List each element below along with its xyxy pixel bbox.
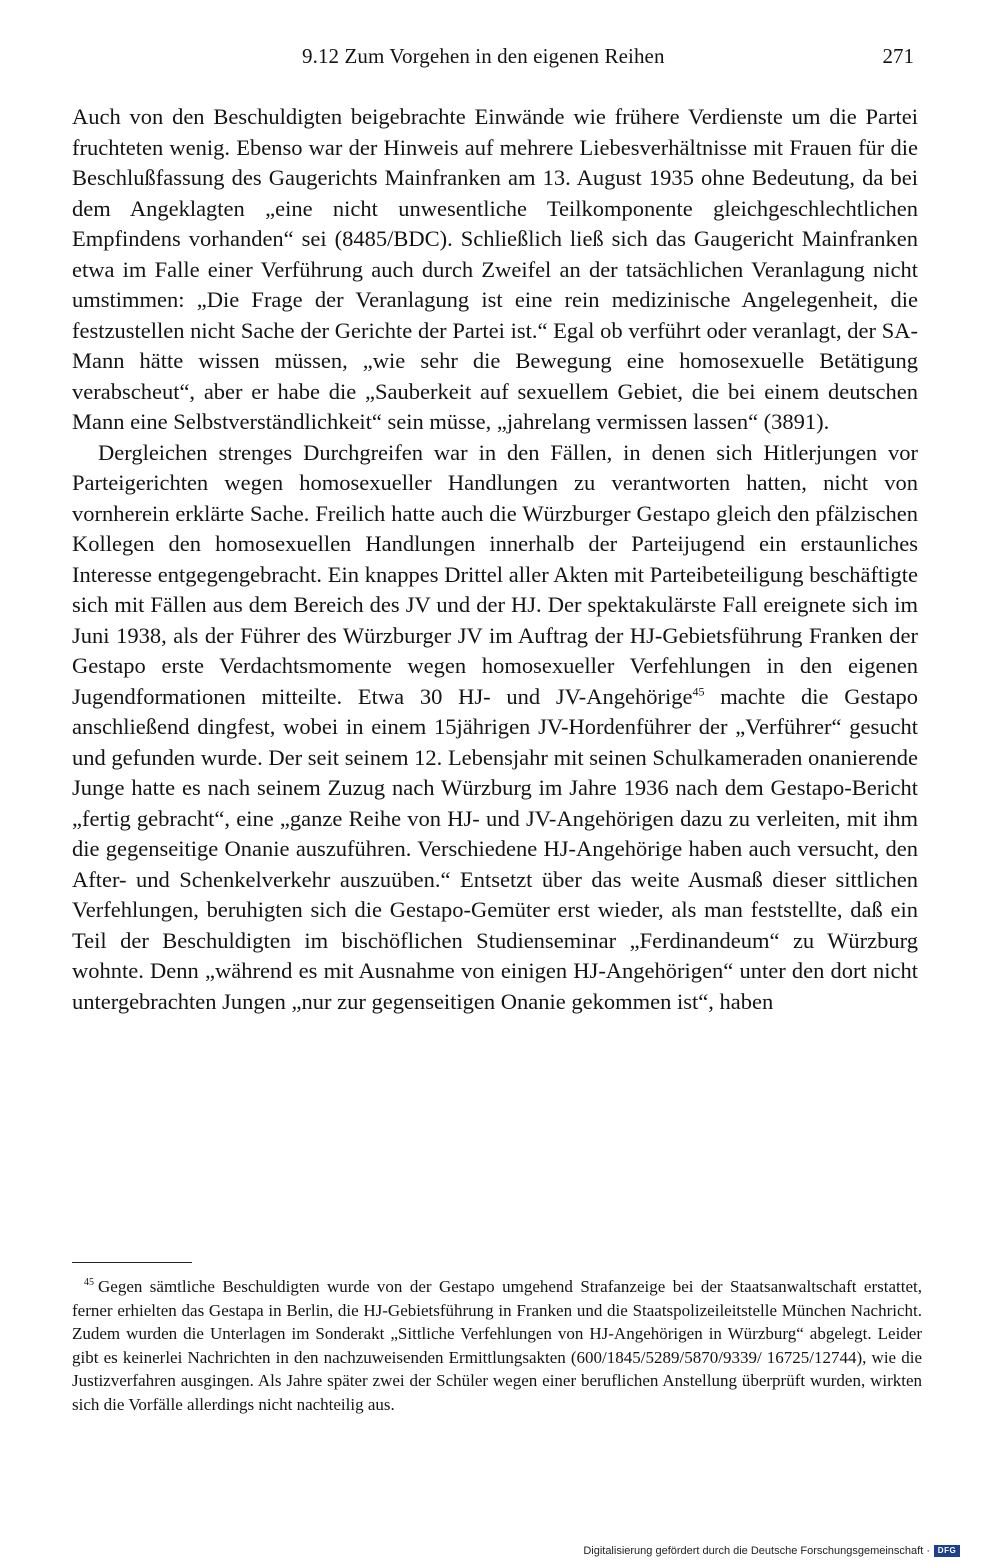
paragraph: Auch von den Beschuldigten beigebrachte Einwände wie frühere Verdienste um die Partei fruchteten wenig. Ebenso war der Hinweis auf mehrere Liebesverhältnisse mit Frauen für die Beschlußfassung des Gaugerichts Mainfranken am 13. August 1935 ohne Bedeutung, da bei dem Angeklagten „eine nicht unwesentliche Teilkomponente gleichgeschlechtlichen Empfindens vorhanden“ sei (8485/BDC). Schließlich ließ sich das Gaugericht Mainfranken etwa im Falle einer Verführung auch durch Zweifel an der tatsächlichen Veranlagung nicht umstimmen: „Die Frage der Veranlagung ist eine rein medizinische Angelegenheit, die festzustellen nicht Sache der Gerichte der Partei ist.“ Egal ob verführt oder veranlagt, der SA-Mann hätte wissen müssen, „wie sehr die Bewegung eine homosexuelle Betätigung verabscheut“, aber er habe die „Sauberkeit auf sexuellem Gebiet, die bei einem deutschen Mann eine Selbstverständlichkeit“ sein müsse, „jahrelang vermissen lassen“ (3891). — [72, 104, 918, 434]
credit-text: Digitalisierung gefördert durch die Deutsche Forschungsgemeinschaft · — [583, 1545, 930, 1557]
paragraph-text: machte die Gestapo anschließend dingfest, wobei in einem 15jährigen JV-Hordenführer der „Verführer“ gesucht und gefunden wurde. Der seit seinem 12. Lebensjahr mit seinen Schulkameraden onanierende Junge hatte es nach seinem Zuzug nach Würzburg im Jahre 1936 nach dem Gestapo-Bericht „fertig gebracht“, eine „ganze Reihe von HJ- und JV-Angehörigen dazu zu verleiten, mit ihm die gegenseitige Onanie auszuführen. Verschiedene HJ-Angehörige haben auch versucht, den After- und Schenkelverkehr auszuüben.“ Entsetzt über das weite Ausmaß dieser sittlichen Verfehlungen, beruhigten sich die Gestapo-Gemüter erst wieder, als man feststellte, daß ein Teil der Beschuldigten im bischöflichen Studienseminar „Ferdinandeum“ zu Würzburg wohnte. Denn „während es mit Ausnahme von einigen HJ-Angehörigen“ unter den dort nicht untergebrachten Jungen „nur zur gegenseitigen Onanie gekommen ist“, haben — [72, 683, 919, 1014]
page-number: 271 — [882, 44, 914, 68]
footnote-text: Gegen sämtliche Beschuldigten wurde von der Gestapo umgehend Strafanzeige bei der Staatsanwaltschaft erstattet, ferner erhielten das Gestapa in Berlin, die HJ-Gebietsführung in Franken und die Staatspolizeileitstelle München Nachricht. Zudem wurden die Unterlagen im Sonderakt „Sittliche Verfehlungen von HJ-Angehörigen in Würzburg“ abgelegt. Leider gibt es keinerlei Nachrichten in den nachzuweisenden Ermittlungsakten (600/1845/5289/5870/9339/ 16725/12744), wie die Justizverfahren ausgingen. Als Jahre später zwei der Schüler wegen einer beruflichen Anstellung überprüft wurden, wirkten sich die Vorfälle allerdings nicht nachteilig aus. — [72, 1277, 922, 1414]
footnote-reference[interactable]: 45 — [692, 684, 705, 698]
paragraph-text: Dergleichen strenges Durchgreifen war in den Fällen, in denen sich Hitlerjungen vor Parteigerichten wegen homosexueller Handlungen zu verantworten hatten, nicht von vornherein erklärte Sache. Freilich hatte auch die Würzburger Gestapo gleich den pfälzischen Kollegen den homosexuellen Handlungen innerhalb der Parteijugend ein erstaunliches Interesse entgegengebracht. Ein knappes Drittel aller Akten mit Parteibeteiligung beschäftigte sich mit Fällen aus dem Bereich des JV und der HJ. Der spektakulärste Fall ereignete sich im Juni 1938, als der Führer des Würzburger JV im Auftrag der HJ-Gebietsführung Franken der Gestapo erste Verdachtsmomente wegen homosexueller Verfehlungen in den eigenen Jugendformationen mitteilte. Etwa 30 HJ- und JV-Angehörige — [72, 439, 918, 709]
dfg-logo: DFG — [934, 1545, 960, 1557]
running-header — [72, 44, 918, 76]
footnote-divider — [72, 1262, 192, 1263]
paragraph — [72, 438, 918, 1018]
main-text — [72, 102, 918, 1017]
footnotes — [72, 1275, 922, 1416]
digitization-credit — [583, 1545, 960, 1557]
footnote — [72, 1275, 922, 1416]
running-title: 9.12 Zum Vorgehen in den eigenen Reihen — [302, 44, 665, 68]
footnote-number: 45 — [84, 1277, 94, 1289]
